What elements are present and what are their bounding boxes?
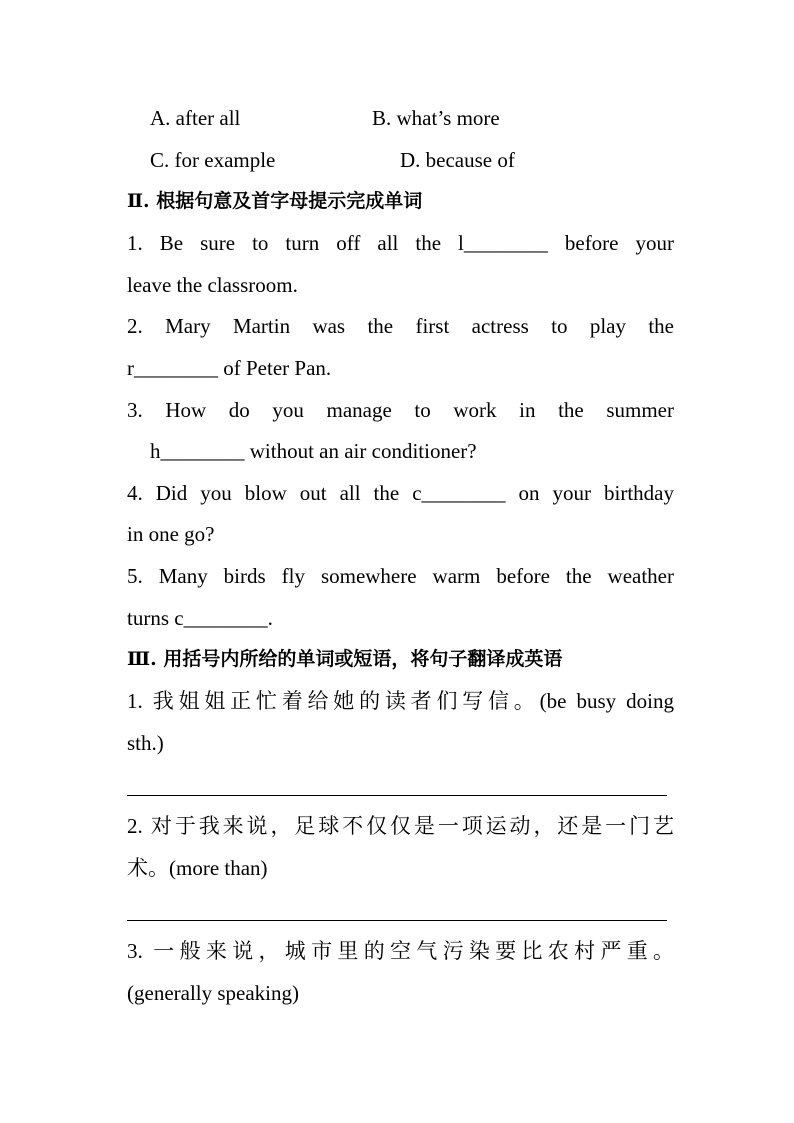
question-5-line-2: turns c________. [127,606,273,630]
translation-2-line-1: 2. 对于我来说，足球不仅仅是一项运动，还是一门艺 [127,814,674,838]
translation-1-answer-line [127,795,667,796]
translation-2-line-2: 术。(more than) [127,856,268,880]
translation-1-line-1: 1. 我姐姐正忙着给她的读者们写信。(be busy doing [127,689,674,713]
option-d: D. because of [400,148,515,172]
question-1-line-1: 1. Be sure to turn off all the l________ before your [127,231,674,255]
option-b: B. what’s more [372,106,500,130]
question-2-line-2: r________ of Peter Pan. [127,356,332,380]
question-4-line-2: in one go? [127,522,215,546]
section-2-heading: Ⅱ. 根据句意及首字母提示完成单词 [127,190,423,212]
translation-2-answer-line [127,920,667,921]
question-5-line-1: 5. Many birds fly somewhere warm before the weather [127,564,674,588]
question-3-line-2: h________ without an air conditioner? [150,439,477,463]
question-4-line-1: 4. Did you blow out all the c________ on your birthday [127,481,674,505]
option-c: C. for example [150,148,276,172]
question-3-line-1: 3. How do you manage to work in the summer [127,398,674,422]
translation-1-line-2: sth.) [127,731,164,755]
translation-3-line-1: 3. 一般来说，城市里的空气污染要比农村严重。 [127,939,674,963]
question-2-line-1: 2. Mary Martin was the first actress to play the [127,314,674,338]
section-3-heading: Ⅲ. 用括号内所给的单词或短语，将句子翻译成英语 [127,648,563,670]
question-1-line-2: leave the classroom. [127,273,298,297]
translation-3-line-2: (generally speaking) [127,981,300,1005]
option-a: A. after all [150,106,241,130]
